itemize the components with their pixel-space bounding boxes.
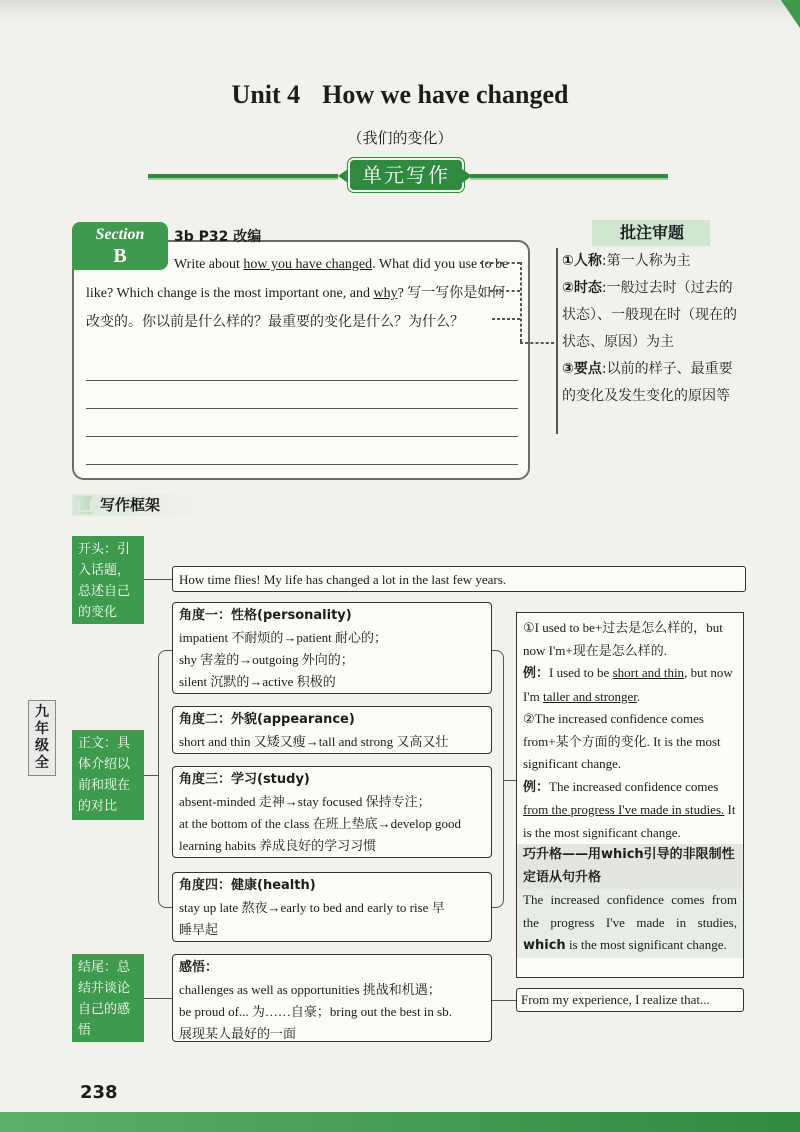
banner-line-left: [148, 174, 338, 178]
body-tag: 正文：具体介绍以前和现在的对比: [72, 730, 144, 820]
connector-line: [144, 998, 172, 999]
review-point-key: ③要点:以前的样子、最重要的变化及发生变化的原因等: [562, 361, 733, 404]
connector-line: [144, 775, 158, 776]
angle-line: silent 沉默的→active 积极的: [179, 674, 336, 689]
annotation-connector: [490, 290, 520, 292]
prompt-text: . What did you use to be like? Which change is the most important one, and: [86, 257, 509, 301]
banner-arrow-left: [338, 169, 348, 183]
unit-label: Unit 4: [231, 80, 301, 109]
writing-line: [86, 380, 518, 381]
task-source: 3b P32 改编: [174, 229, 262, 245]
review-point-person: ①人称:第一人称为主: [562, 253, 691, 269]
angle-line: 睡早起: [179, 922, 219, 937]
prompt-underline: why: [373, 286, 398, 301]
angle-head: 角度四：健康(health): [179, 878, 316, 893]
angle-personality: [172, 602, 492, 694]
unit-topic: How we have changed: [322, 80, 569, 109]
angle-line: learning habits 养成良好的学习习惯: [179, 838, 377, 853]
feelings-head: 感悟：: [179, 960, 219, 975]
section-word: Section: [95, 226, 145, 243]
body-brace: [158, 650, 172, 908]
writing-line: [86, 464, 518, 465]
page-subtitle: （我们的变化）: [347, 129, 453, 147]
review-title: 批注审题: [592, 220, 710, 246]
angle-line: at the bottom of the class 在班上垫底→develop good: [179, 816, 461, 831]
example-2: 例：The increased confidence comes from the progress I've made in studies. It is the most significant change.: [523, 778, 736, 840]
feelings-line: 展现某人最好的一面: [179, 1026, 297, 1041]
page-top-edge: [0, 0, 800, 22]
writing-line: [86, 408, 518, 409]
upgrade-heading: 巧升格——用which引导的非限制性定语从句升格: [517, 844, 743, 889]
banner-line-right: [470, 174, 668, 178]
page-title: [0, 80, 800, 110]
example-1: 例：I used to be short and thin, but now I'm taller and stronger.: [523, 665, 733, 704]
angle-health: [172, 872, 492, 942]
grade-tab: 九年级全: [28, 700, 56, 776]
prompt-underline: how you have changed: [243, 257, 373, 272]
closing-sentence: From my experience, I realize that...: [516, 988, 744, 1012]
angle-line: stay up late 熬夜→early to bed and early to rise 早: [179, 900, 445, 915]
task-prompt: [86, 250, 518, 337]
page-number: 238: [80, 1082, 118, 1103]
angle-head: 角度一：性格(personality): [179, 608, 352, 623]
angle-line: impatient 不耐烦的→patient 耐心的；: [179, 630, 387, 645]
review-notes: [556, 248, 742, 434]
closing-tag: 结尾：总结并谈论自己的感悟: [72, 954, 144, 1042]
sentence-pattern-1: ①I used to be+过去是怎么样的，but now I'm+现在是怎么样的.: [523, 620, 723, 658]
connector-line: [504, 780, 516, 781]
angle-appearance: [172, 706, 492, 754]
writing-line: [86, 436, 518, 437]
upgrade-example: The increased confidence comes from the progress I've made in studies, which is the most significant change.: [517, 889, 743, 958]
angle-head: 角度二：外貌(appearance): [179, 712, 355, 727]
review-point-tense: ②时态:一般过去时（过去的状态）、一般现在时（现在的状态、原因）为主: [562, 280, 737, 350]
angle-study: [172, 766, 492, 858]
annotation-connector: [480, 262, 520, 264]
opening-sentence: How time flies! My life has changed a lot in the last few years.: [172, 566, 746, 592]
angle-line: short and thin 又矮又瘦→tall and strong 又高又壮: [179, 734, 449, 749]
page-bottom-band: [0, 1112, 800, 1132]
prompt-text: Write about: [174, 257, 244, 272]
connector-line: [144, 579, 172, 580]
sentence-panel: [516, 612, 744, 978]
angle-head: 角度三：学习(study): [179, 772, 310, 787]
section-letter: B: [113, 245, 127, 267]
framework-title: 写作框架: [72, 494, 200, 516]
annotation-connector: [520, 262, 522, 342]
angle-line: shy 害羞的→outgoing 外向的；: [179, 652, 354, 667]
section-banner: 单元写作: [350, 160, 462, 190]
sentence-pattern-2: ②The increased confidence comes from+某个方面的变化. It is the most significant change.: [523, 711, 721, 771]
angle-line: absent-minded 走神→stay focused 保持专注；: [179, 794, 431, 809]
feelings-line: be proud of... 为……自豪；bring out the best in sb.: [179, 1004, 452, 1019]
feelings-line: challenges as well as opportunities 挑战和机遇；: [179, 982, 441, 997]
feelings-box: [172, 954, 492, 1042]
prompt-text: ? 写一写你是如何改变的。你以前是什么样的？最重要的变化是什么？为什么？: [86, 286, 506, 330]
annotation-connector: [520, 342, 554, 344]
sentence-brace: [492, 650, 504, 908]
connector-line: [492, 1000, 516, 1001]
annotation-connector: [492, 318, 520, 320]
opening-tag: 开头：引入话题，总述自己的变化: [72, 536, 144, 624]
